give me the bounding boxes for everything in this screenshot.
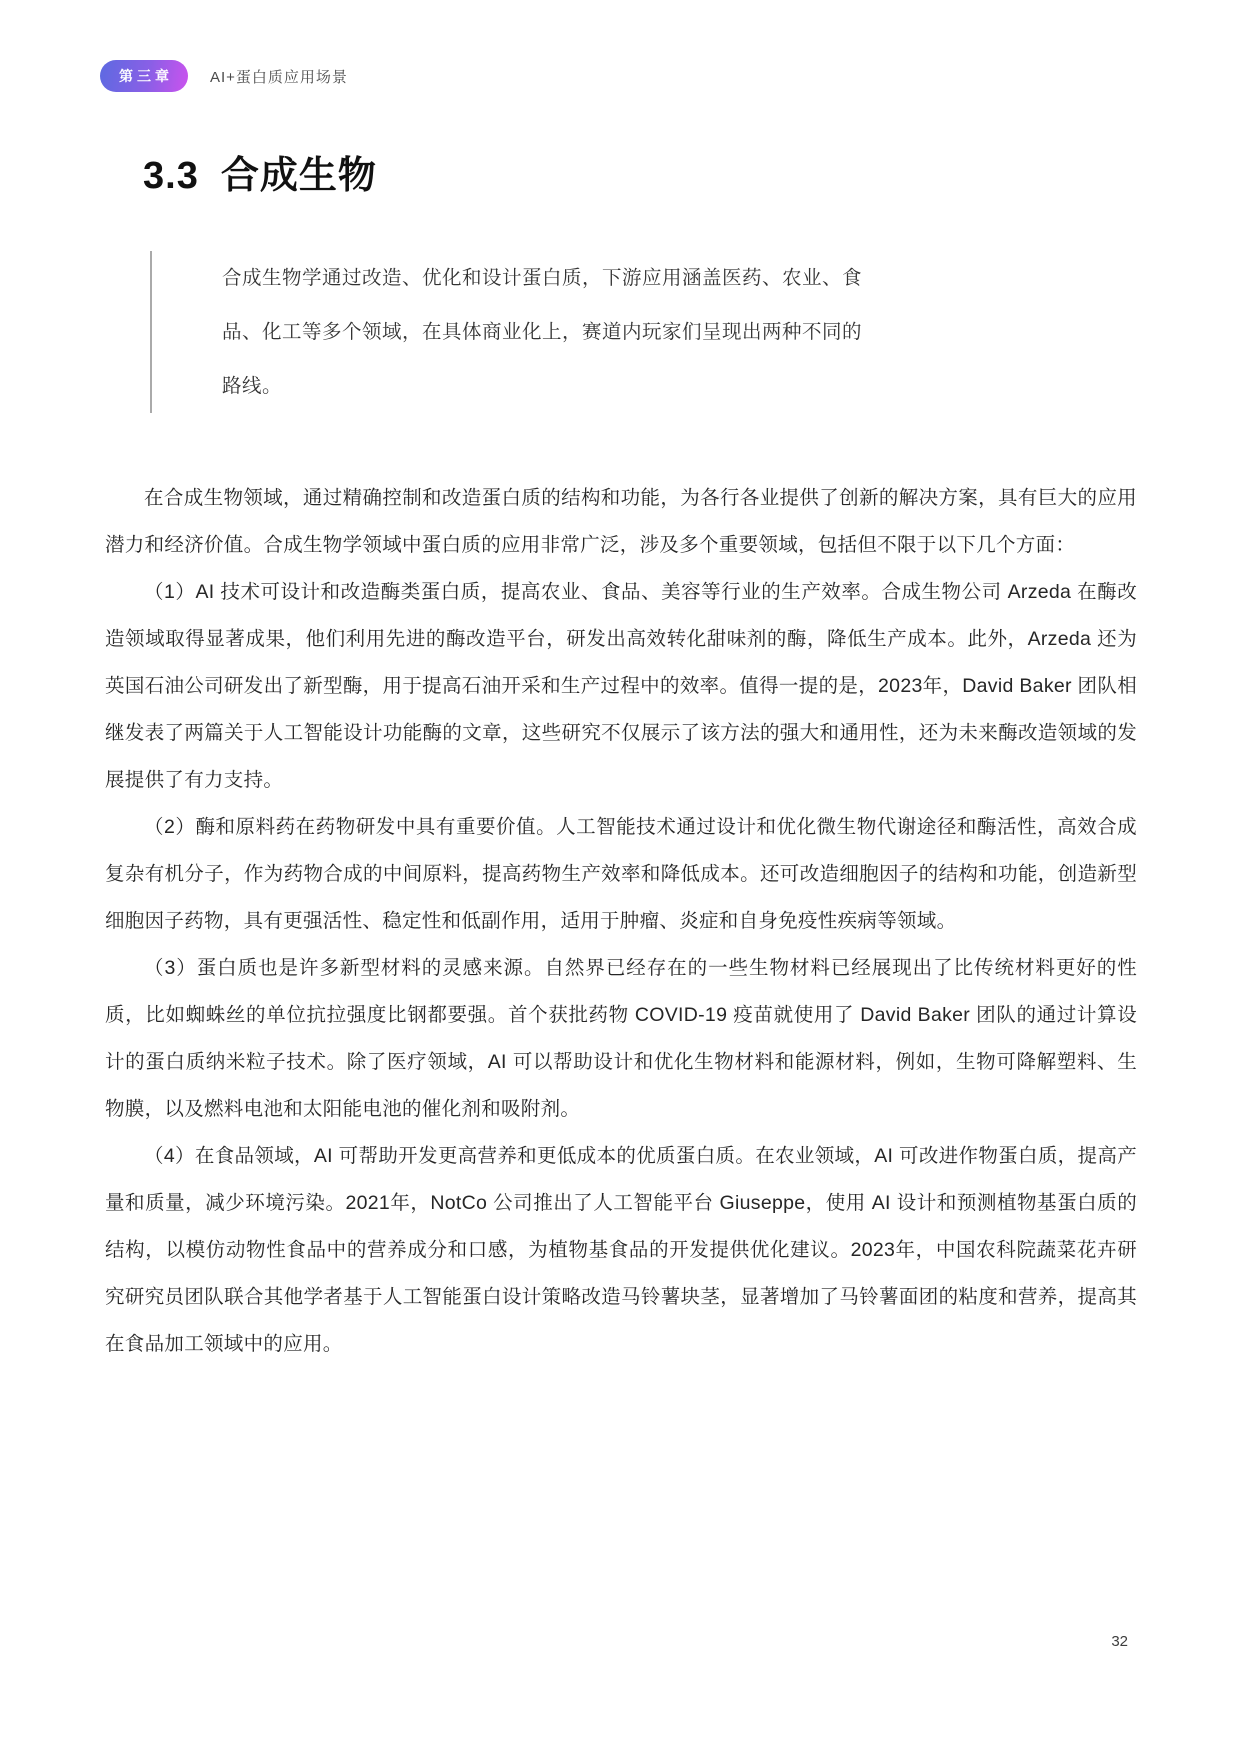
paragraph-intro: 在合成生物领域，通过精确控制和改造蛋白质的结构和功能，为各行各业提供了创新的解决方案，具有巨大的应用潜力和经济价值。合成生物学领域中蛋白质的应用非常广泛，涉及多个重要领域，包括但不限于以下几个方面：	[105, 487, 1137, 556]
section-heading	[143, 144, 1240, 199]
paragraph-item-4: （4）在食品领域，AI 可帮助开发更高营养和更低成本的优质蛋白质。在农业领域，AI 可改进作物蛋白质，提高产量和质量，减少环境污染。2021年，NotCo 公司推出了人工智能平台 Giuseppe，使用 AI 设计和预测植物基蛋白质的结构，以模仿动物性食品中的营养成分和口感，为植物基食品的开发提供优化建议。2023年，中国农科院蔬菜花卉研究研究员团队联合其他学者基于人工智能蛋白设计策略改造马铃薯块茎，显著增加了马铃薯面团的粘度和营养，提高其在食品加工领域中的应用。	[105, 1145, 1137, 1355]
chapter-badge: 第三章	[100, 60, 188, 92]
paragraph-item-1: （1）AI 技术可设计和改造酶类蛋白质，提高农业、食品、美容等行业的生产效率。合成生物公司 Arzeda 在酶改造领域取得显著成果，他们利用先进的酶改造平台，研发出高效转化甜味剂的酶，降低生产成本。此外，Arzeda 还为英国石油公司研发出了新型酶，用于提高石油开采和生产过程中的效率。值得一提的是，2023年，David Baker 团队相继发表了两篇关于人工智能设计功能酶的文章，这些研究不仅展示了该方法的强大和通用性，还为未来酶改造领域的发展提供了有力支持。	[105, 581, 1137, 791]
chapter-title-label: AI+蛋白质应用场景	[210, 68, 348, 86]
section-title: 合成生物	[220, 155, 377, 197]
body-text	[105, 475, 1137, 1368]
chapter-header	[0, 0, 1240, 92]
page-number: 32	[1111, 1633, 1128, 1650]
paragraph-item-3: （3）蛋白质也是许多新型材料的灵感来源。自然界已经存在的一些生物材料已经展现出了比传统材料更好的性质，比如蜘蛛丝的单位抗拉强度比钢都要强。首个获批药物 COVID-19 疫苗就使用了 David Baker 团队的通过计算设计的蛋白质纳米粒子技术。除了医疗领域，AI 可以帮助设计和优化生物材料和能源材料，例如，生物可降解塑料、生物膜，以及燃料电池和太阳能电池的催化剂和吸附剂。	[105, 957, 1137, 1120]
lead-quote-text: 合成生物学通过改造、优化和设计蛋白质，下游应用涵盖医药、农业、食品、化工等多个领域，在具体商业化上，赛道内玩家们呈现出两种不同的路线。	[222, 267, 863, 397]
section-number: 3.3	[143, 155, 199, 197]
lead-quote	[150, 251, 1240, 413]
paragraph-item-2: （2）酶和原料药在药物研发中具有重要价值。人工智能技术通过设计和优化微生物代谢途径和酶活性，高效合成复杂有机分子，作为药物合成的中间原料，提高药物生产效率和降低成本。还可改造细胞因子的结构和功能，创造新型细胞因子药物，具有更强活性、稳定性和低副作用，适用于肿瘤、炎症和自身免疫性疾病等领域。	[105, 816, 1137, 932]
